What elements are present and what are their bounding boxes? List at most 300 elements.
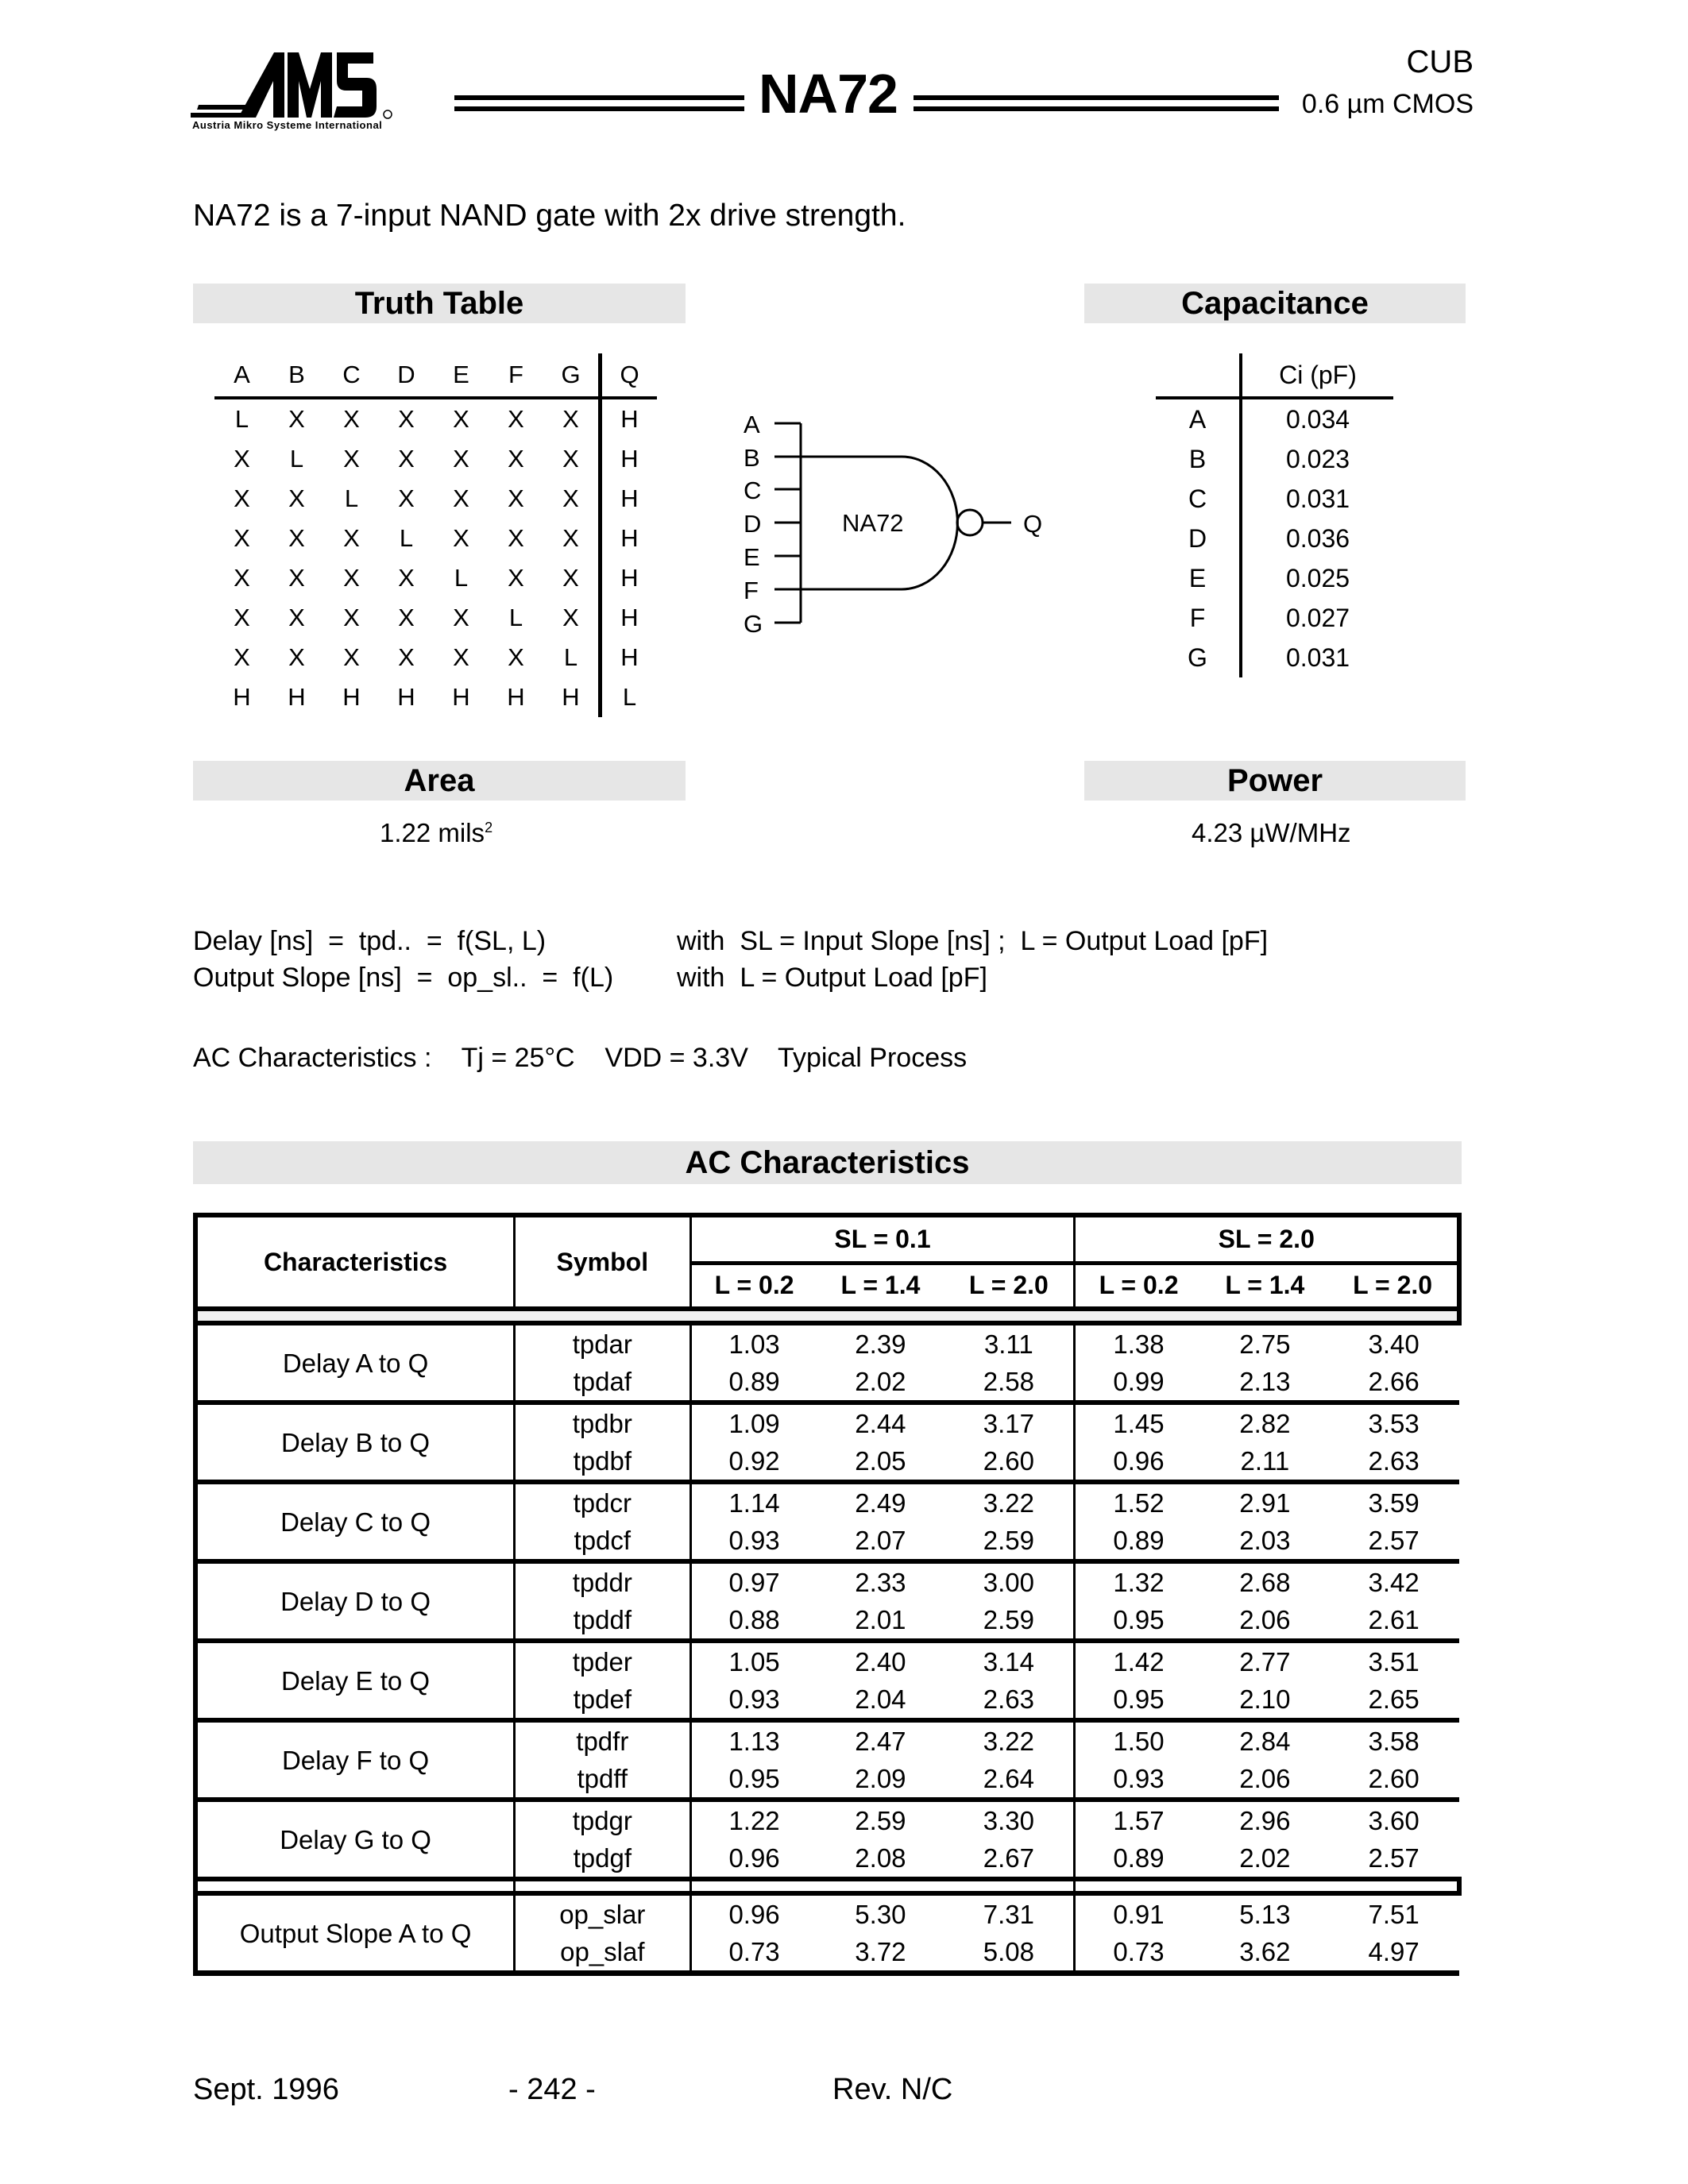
table-row xyxy=(214,558,657,598)
table-row xyxy=(214,519,657,558)
value-rise: 0.96 xyxy=(728,1900,780,1929)
value-fall: 2.63 xyxy=(983,1684,1034,1714)
diagram-gate-label: NA72 xyxy=(842,509,904,537)
value-rise: 2.77 xyxy=(1239,1647,1291,1677)
value-rise: 7.31 xyxy=(983,1900,1034,1929)
value-cell xyxy=(944,1403,1075,1482)
col-header-load: L = 1.4 xyxy=(817,1263,944,1309)
tt-cell: X xyxy=(288,484,305,512)
tt-cell: X xyxy=(562,524,579,552)
characteristic-name: Delay G to Q xyxy=(195,1800,515,1879)
value-fall: 2.66 xyxy=(1368,1367,1420,1396)
value-cell xyxy=(944,1561,1075,1641)
cell-name-title: NA72 xyxy=(759,63,898,125)
tt-cell: L xyxy=(289,445,304,473)
value-fall: 2.67 xyxy=(983,1843,1034,1873)
table-row xyxy=(214,398,657,439)
tt-cell: X xyxy=(234,524,250,552)
tt-cell: H xyxy=(601,479,658,519)
value-fall: 2.02 xyxy=(855,1367,906,1396)
value-cell xyxy=(690,1641,817,1720)
value-rise: 3.40 xyxy=(1368,1329,1420,1359)
col-header-characteristics: Characteristics xyxy=(195,1215,515,1309)
symbol-fall: tpdbf xyxy=(573,1446,632,1476)
symbol-rise: tpdfr xyxy=(576,1727,629,1756)
value-cell xyxy=(1075,1641,1202,1720)
header-rule xyxy=(454,106,744,111)
tt-cell: H xyxy=(342,683,361,711)
header-rule xyxy=(454,95,744,100)
value-rise: 2.91 xyxy=(1239,1488,1291,1518)
table-row xyxy=(1156,439,1393,479)
tt-cell: X xyxy=(398,564,415,592)
table-row xyxy=(214,479,657,519)
characteristic-name: Delay F to Q xyxy=(195,1720,515,1800)
symbol-cell xyxy=(515,1893,690,1974)
nand-gate-symbol-icon xyxy=(715,381,1072,659)
value-rise: 0.97 xyxy=(728,1568,780,1597)
value-rise: 1.09 xyxy=(728,1409,780,1438)
value-rise: 2.39 xyxy=(855,1329,906,1359)
value-cell xyxy=(1328,1403,1459,1482)
value-cell xyxy=(690,1800,817,1879)
ac-characteristics-table xyxy=(193,1213,1462,1976)
symbol-fall: op_slaf xyxy=(560,1937,645,1966)
tt-cell: X xyxy=(453,643,469,671)
symbol-fall: tpdaf xyxy=(573,1367,632,1396)
value-fall: 3.72 xyxy=(855,1937,906,1966)
tt-cell: X xyxy=(508,484,524,512)
value-fall: 2.64 xyxy=(983,1764,1034,1793)
symbol-cell xyxy=(515,1482,690,1561)
power-value: 4.23 µW/MHz xyxy=(1192,818,1351,847)
tt-cell: X xyxy=(453,484,469,512)
cap-pin-header xyxy=(1156,353,1241,398)
tt-cell: X xyxy=(398,643,415,671)
value-cell xyxy=(1202,1720,1329,1800)
value-fall: 2.61 xyxy=(1368,1605,1420,1634)
value-fall: 0.95 xyxy=(1113,1684,1165,1714)
value-rise: 3.11 xyxy=(983,1329,1033,1359)
value-fall: 0.96 xyxy=(728,1843,780,1873)
tt-cell: X xyxy=(562,445,579,473)
footer-page-number: - 242 - xyxy=(508,2073,596,2106)
value-cell xyxy=(817,1800,944,1879)
table-spacer xyxy=(195,1879,1459,1893)
tt-col-header: D xyxy=(379,353,434,398)
tt-col-header: C xyxy=(324,353,379,398)
tt-cell: X xyxy=(288,405,305,433)
symbol-fall: tpdef xyxy=(573,1684,632,1714)
tt-cell: X xyxy=(288,524,305,552)
tt-cell: X xyxy=(343,524,360,552)
value-fall: 2.57 xyxy=(1368,1843,1420,1873)
value-cell xyxy=(1075,1720,1202,1800)
value-fall: 0.73 xyxy=(728,1937,780,1966)
cap-pin: G xyxy=(1188,642,1207,672)
header-rule xyxy=(914,95,1279,100)
value-rise: 1.45 xyxy=(1113,1409,1165,1438)
value-rise: 3.17 xyxy=(983,1409,1034,1438)
symbol-rise: tpdgr xyxy=(572,1806,632,1835)
value-cell xyxy=(1075,1561,1202,1641)
col-header-load: L = 2.0 xyxy=(1328,1263,1459,1309)
value-rise: 2.47 xyxy=(855,1727,906,1756)
value-rise: 1.03 xyxy=(728,1329,780,1359)
value-cell xyxy=(1075,1403,1202,1482)
cap-pin: C xyxy=(1188,484,1207,513)
value-fall: 2.10 xyxy=(1239,1684,1291,1714)
value-fall: 0.93 xyxy=(728,1684,780,1714)
area-heading: Area xyxy=(193,761,686,801)
tt-cell: L xyxy=(601,677,658,717)
cap-pin: F xyxy=(1189,603,1206,632)
value-cell xyxy=(817,1641,944,1720)
value-rise: 3.58 xyxy=(1368,1727,1420,1756)
value-rise: 2.96 xyxy=(1239,1806,1291,1835)
tt-col-header: G xyxy=(543,353,601,398)
spacer-cell xyxy=(195,1879,515,1893)
value-cell xyxy=(817,1482,944,1561)
power-heading: Power xyxy=(1084,761,1466,801)
value-cell xyxy=(1328,1561,1459,1641)
tt-cell: X xyxy=(562,564,579,592)
diagram-pin-label: A xyxy=(744,411,760,438)
value-rise: 7.51 xyxy=(1368,1900,1420,1929)
value-rise: 3.42 xyxy=(1368,1568,1420,1597)
characteristic-name: Delay A to Q xyxy=(195,1323,515,1403)
table-row xyxy=(214,439,657,479)
value-rise: 3.14 xyxy=(983,1647,1034,1677)
col-header-load: L = 2.0 xyxy=(944,1263,1075,1309)
spacer-cell xyxy=(515,1879,690,1893)
value-fall: 2.59 xyxy=(983,1526,1034,1555)
value-rise: 2.40 xyxy=(855,1647,906,1677)
symbol-fall: tpdgf xyxy=(573,1843,632,1873)
value-fall: 2.09 xyxy=(855,1764,906,1793)
capacitance-heading: Capacitance xyxy=(1084,284,1466,323)
value-cell xyxy=(817,1720,944,1800)
col-header-load: L = 1.4 xyxy=(1202,1263,1329,1309)
value-cell xyxy=(944,1720,1075,1800)
tt-col-header: A xyxy=(214,353,269,398)
cap-value: 0.031 xyxy=(1241,479,1393,519)
value-rise: 3.30 xyxy=(983,1806,1034,1835)
tt-cell: L xyxy=(563,643,578,671)
value-rise: 1.05 xyxy=(728,1647,780,1677)
tt-cell: X xyxy=(562,604,579,631)
value-cell xyxy=(1202,1482,1329,1561)
truth-table xyxy=(214,353,657,717)
value-fall: 2.57 xyxy=(1368,1526,1420,1555)
value-fall: 0.93 xyxy=(728,1526,780,1555)
characteristic-name: Delay D to Q xyxy=(195,1561,515,1641)
tt-cell: X xyxy=(453,604,469,631)
tt-cell: L xyxy=(399,524,414,552)
cap-value: 0.036 xyxy=(1241,519,1393,558)
value-fall: 2.58 xyxy=(983,1367,1034,1396)
value-cell xyxy=(817,1323,944,1403)
value-cell xyxy=(817,1893,944,1974)
tt-cell: X xyxy=(562,405,579,433)
value-fall: 2.60 xyxy=(1368,1764,1420,1793)
symbol-cell xyxy=(515,1403,690,1482)
cap-value-header: Ci (pF) xyxy=(1241,353,1393,398)
value-rise: 2.33 xyxy=(855,1568,906,1597)
tt-cell: H xyxy=(507,683,525,711)
value-cell xyxy=(1075,1323,1202,1403)
col-header-sl-group: SL = 2.0 xyxy=(1075,1215,1459,1263)
symbol-rise: op_slar xyxy=(559,1900,646,1929)
tt-cell: H xyxy=(397,683,415,711)
header-rule xyxy=(914,106,1279,111)
tt-cell: X xyxy=(234,643,250,671)
tt-cell: X xyxy=(508,564,524,592)
tt-cell: X xyxy=(288,564,305,592)
table-row xyxy=(1156,519,1393,558)
value-fall: 0.92 xyxy=(728,1446,780,1476)
symbol-rise: tpder xyxy=(572,1647,632,1677)
value-fall: 2.07 xyxy=(855,1526,906,1555)
table-row xyxy=(1156,638,1393,677)
value-cell xyxy=(817,1561,944,1641)
tt-cell: X xyxy=(508,405,524,433)
symbol-rise: tpddr xyxy=(572,1568,632,1597)
value-fall: 2.65 xyxy=(1368,1684,1420,1714)
tt-cell: X xyxy=(398,405,415,433)
value-fall: 0.89 xyxy=(1113,1526,1165,1555)
process-name: 0.6 µm CMOS xyxy=(1301,89,1474,119)
table-row xyxy=(1156,398,1393,439)
tt-cell: X xyxy=(343,564,360,592)
ac-heading: AC Characteristics xyxy=(193,1141,1462,1184)
value-cell xyxy=(944,1323,1075,1403)
value-cell xyxy=(1328,1641,1459,1720)
tt-cell: X xyxy=(234,445,250,473)
tt-col-header: F xyxy=(489,353,543,398)
characteristic-name: Delay B to Q xyxy=(195,1403,515,1482)
cap-pin: D xyxy=(1188,523,1207,553)
tt-cell: X xyxy=(343,643,360,671)
library-name: CUB xyxy=(1406,44,1474,79)
tt-cell: H xyxy=(601,598,658,638)
value-cell xyxy=(944,1641,1075,1720)
symbol-fall: tpddf xyxy=(573,1605,632,1634)
value-cell xyxy=(1328,1800,1459,1879)
diagram-pin-label: G xyxy=(744,610,763,638)
tt-cell: H xyxy=(233,683,251,711)
value-cell xyxy=(690,1893,817,1974)
diagram-pin-label: E xyxy=(744,543,760,571)
value-rise: 3.22 xyxy=(983,1488,1034,1518)
value-cell xyxy=(1328,1720,1459,1800)
tt-cell: X xyxy=(234,604,250,631)
value-cell xyxy=(690,1720,817,1800)
delay-formula: Delay [ns] = tpd.. = f(SL, L) xyxy=(193,926,547,956)
table-row xyxy=(195,1720,1459,1800)
tt-cell: X xyxy=(562,484,579,512)
logo-subtitle: Austria Mikro Systeme International xyxy=(192,119,383,131)
value-rise: 3.53 xyxy=(1368,1409,1420,1438)
value-cell xyxy=(944,1482,1075,1561)
delay-formula-note: with SL = Input Slope [ns] ; L = Output Load [pF] xyxy=(677,926,1269,956)
value-rise: 5.13 xyxy=(1239,1900,1291,1929)
value-rise: 1.52 xyxy=(1113,1488,1165,1518)
tt-col-header: E xyxy=(434,353,489,398)
characteristic-name: Output Slope A to Q xyxy=(195,1893,515,1974)
col-header-load: L = 0.2 xyxy=(690,1263,817,1309)
tt-cell: H xyxy=(601,519,658,558)
capacitance-table xyxy=(1156,353,1393,677)
value-rise: 1.50 xyxy=(1113,1727,1165,1756)
value-fall: 4.97 xyxy=(1368,1937,1420,1966)
value-rise: 3.00 xyxy=(983,1568,1034,1597)
footer-date: Sept. 1996 xyxy=(193,2073,339,2106)
value-fall: 2.03 xyxy=(1239,1526,1291,1555)
tt-cell: H xyxy=(601,398,658,439)
value-cell xyxy=(690,1482,817,1561)
value-fall: 2.11 xyxy=(1240,1446,1290,1476)
tt-cell: X xyxy=(453,405,469,433)
value-rise: 3.60 xyxy=(1368,1806,1420,1835)
value-fall: 2.63 xyxy=(1368,1446,1420,1476)
diagram-output-label: Q xyxy=(1023,510,1043,538)
table-row xyxy=(1156,598,1393,638)
tt-cell: X xyxy=(453,524,469,552)
value-fall: 5.08 xyxy=(983,1937,1034,1966)
footer-revision: Rev. N/C xyxy=(832,2073,953,2106)
tt-cell: X xyxy=(398,484,415,512)
value-fall: 0.93 xyxy=(1113,1764,1165,1793)
value-cell xyxy=(1202,1800,1329,1879)
value-rise: 2.49 xyxy=(855,1488,906,1518)
tt-col-header: Q xyxy=(601,353,658,398)
col-header-load: L = 0.2 xyxy=(1075,1263,1202,1309)
value-cell xyxy=(944,1800,1075,1879)
tt-cell: X xyxy=(398,604,415,631)
cell-description: NA72 is a 7-input NAND gate with 2x drive strength. xyxy=(193,199,906,233)
value-rise: 1.13 xyxy=(728,1727,780,1756)
table-row xyxy=(214,638,657,677)
value-cell xyxy=(1328,1482,1459,1561)
cap-pin: E xyxy=(1188,563,1207,592)
symbol-fall: tpdff xyxy=(577,1764,628,1793)
value-rise: 2.68 xyxy=(1239,1568,1291,1597)
tt-cell: X xyxy=(343,445,360,473)
value-fall: 2.05 xyxy=(855,1446,906,1476)
value-fall: 0.88 xyxy=(728,1605,780,1634)
table-row xyxy=(214,598,657,638)
slope-formula: Output Slope [ns] = op_sl.. = f(L) xyxy=(193,963,614,993)
spacer-cell xyxy=(1075,1879,1459,1893)
value-fall: 0.99 xyxy=(1113,1367,1165,1396)
value-rise: 1.57 xyxy=(1113,1806,1165,1835)
table-row xyxy=(1156,558,1393,598)
table-row xyxy=(195,1403,1459,1482)
cap-value: 0.031 xyxy=(1241,638,1393,677)
value-cell xyxy=(1202,1641,1329,1720)
tt-cell: X xyxy=(508,524,524,552)
cap-value: 0.023 xyxy=(1241,439,1393,479)
value-cell xyxy=(690,1323,817,1403)
symbol-cell xyxy=(515,1561,690,1641)
value-cell xyxy=(690,1403,817,1482)
value-fall: 0.96 xyxy=(1113,1446,1165,1476)
symbol-rise: tpdcr xyxy=(573,1488,632,1518)
value-rise: 5.30 xyxy=(855,1900,906,1929)
value-rise: 1.42 xyxy=(1113,1647,1165,1677)
tt-cell: X xyxy=(398,445,415,473)
tt-cell: X xyxy=(343,604,360,631)
value-fall: 2.60 xyxy=(983,1446,1034,1476)
col-header-symbol: Symbol xyxy=(515,1215,690,1309)
value-rise: 3.59 xyxy=(1368,1488,1420,1518)
value-rise: 0.91 xyxy=(1113,1900,1165,1929)
spacer-cell xyxy=(690,1879,1075,1893)
value-cell xyxy=(1075,1482,1202,1561)
value-cell xyxy=(690,1561,817,1641)
tt-cell: X xyxy=(453,445,469,473)
tt-cell: X xyxy=(234,484,250,512)
cap-value: 0.027 xyxy=(1241,598,1393,638)
table-row xyxy=(195,1482,1459,1561)
diagram-pin-label: B xyxy=(744,444,760,472)
slope-formula-note: with L = Output Load [pF] xyxy=(677,963,987,993)
value-fall: 2.04 xyxy=(855,1684,906,1714)
value-cell xyxy=(944,1893,1075,1974)
table-row xyxy=(195,1893,1459,1974)
table-row xyxy=(195,1323,1459,1403)
symbol-fall: tpdcf xyxy=(574,1526,632,1555)
nand-gate-diagram xyxy=(715,381,1072,659)
symbol-cell xyxy=(515,1323,690,1403)
value-cell xyxy=(1328,1893,1459,1974)
value-cell xyxy=(1202,1403,1329,1482)
value-fall: 2.08 xyxy=(855,1843,906,1873)
value-rise: 3.22 xyxy=(983,1727,1034,1756)
tt-cell: L xyxy=(344,484,359,512)
table-row xyxy=(195,1800,1459,1879)
value-fall: 2.06 xyxy=(1239,1764,1291,1793)
diagram-pin-label: F xyxy=(744,577,759,604)
col-header-sl-group: SL = 0.1 xyxy=(690,1215,1075,1263)
value-cell xyxy=(817,1403,944,1482)
value-rise: 2.82 xyxy=(1239,1409,1291,1438)
tt-col-header: B xyxy=(269,353,324,398)
table-row xyxy=(195,1641,1459,1720)
table-row xyxy=(195,1561,1459,1641)
tt-cell: H xyxy=(562,683,580,711)
area-unit-exponent: 2 xyxy=(485,820,493,835)
symbol-cell xyxy=(515,1800,690,1879)
value-fall: 2.01 xyxy=(855,1605,906,1634)
value-rise: 1.14 xyxy=(728,1488,780,1518)
ac-conditions: AC Characteristics : Tj = 25°C VDD = 3.3V Typical Process xyxy=(193,1043,968,1073)
tt-cell: L xyxy=(508,604,523,631)
symbol-rise: tpdbr xyxy=(572,1409,632,1438)
value-rise: 2.59 xyxy=(855,1806,906,1835)
tt-cell: H xyxy=(452,683,470,711)
value-fall: 0.89 xyxy=(728,1367,780,1396)
value-fall: 3.62 xyxy=(1239,1937,1291,1966)
value-rise: 2.75 xyxy=(1239,1329,1291,1359)
value-cell xyxy=(1202,1561,1329,1641)
value-cell xyxy=(1328,1323,1459,1403)
value-fall: 2.59 xyxy=(983,1605,1034,1634)
table-spacer xyxy=(195,1309,1459,1323)
value-cell xyxy=(1075,1893,1202,1974)
value-rise: 3.51 xyxy=(1368,1647,1420,1677)
